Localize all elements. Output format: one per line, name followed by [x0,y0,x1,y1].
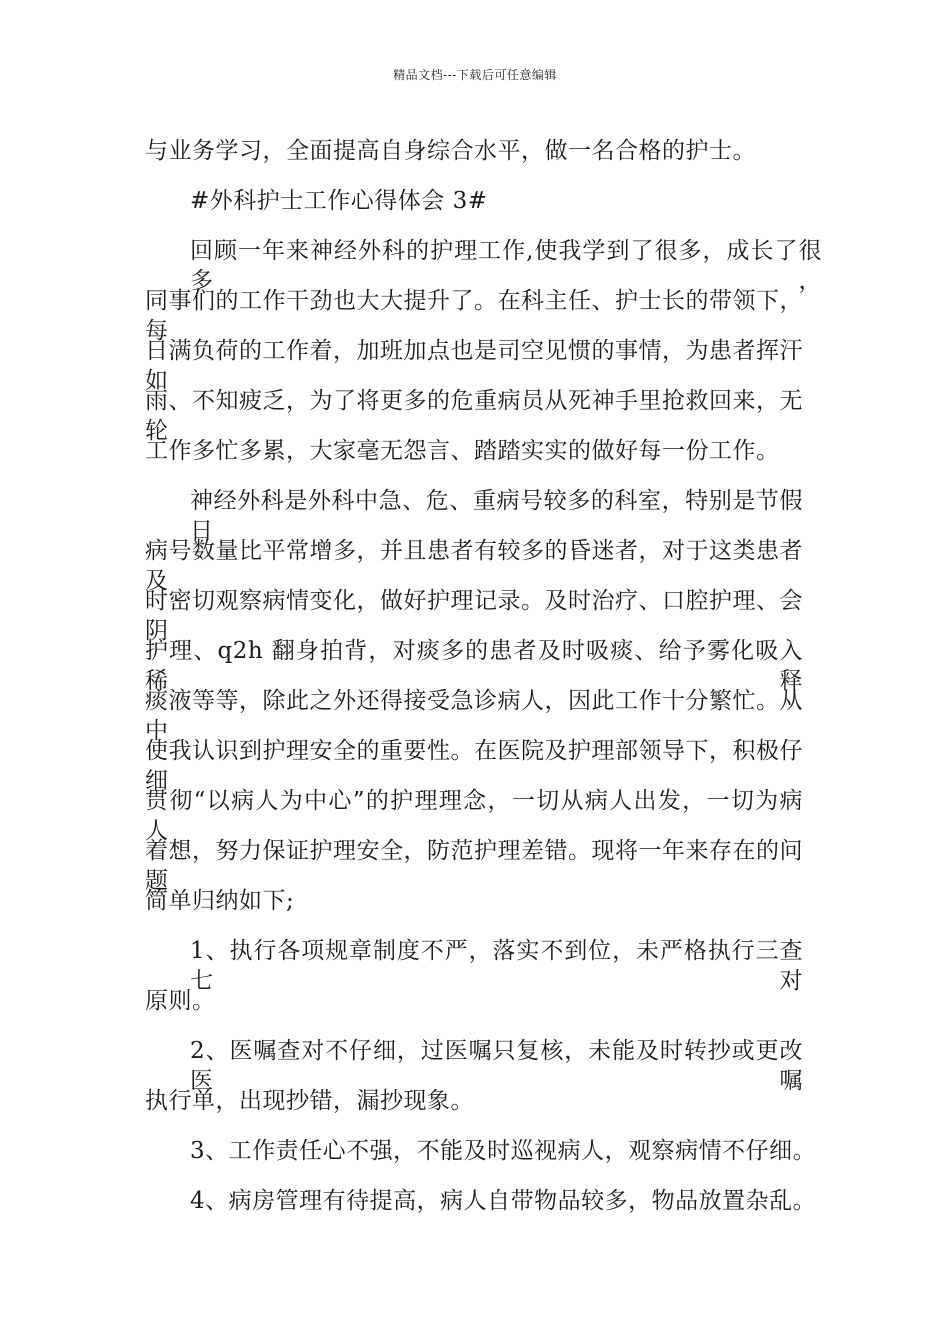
text-line: 简单归纳如下; [145,888,295,914]
page-header: 精品文档---下载后可任意编辑 [393,68,557,82]
text-line: 同事们的工作干劲也大大提升了。在科主任、护士长的带领下，每 [145,288,803,344]
list-item: 4、病房管理有待提高，病人自带物品较多，物品放置杂乱。 [190,1188,817,1214]
text-line: 与业务学习，全面提高自身综合水平，做一名合格的护士。 [145,138,756,164]
text-line: 贯彻“以病人为中心”的护理理念，一切从病人出发，一切为病人 [145,788,803,844]
text-line: 着想，努力保证护理安全，防范护理差错。现将一年来存在的问题 [145,838,803,894]
text-line: 原则。 [145,988,216,1014]
text-line: 痰液等等，除此之外还得接受急诊病人，因此工作十分繁忙。从中 [145,688,803,744]
text-line: 工作多忙多累，大家毫无怨言、踏踏实实的做好每一份工作。 [145,438,780,464]
list-item: 2、医嘱查对不仔细，过医嘱只复核，未能及时转抄或更改医嘱 [190,1038,803,1094]
text-line: 执行单，出现抄错，漏抄现象。 [145,1088,474,1114]
text-line: 回顾一年来神经外科的护理工作,使我学到了很多，成长了很多， [190,238,822,294]
text-line: 病号数量比平常增多，并且患者有较多的昏迷者，对于这类患者及 [145,538,803,594]
text-line: 神经外科是外科中急、危、重病号较多的科室，特别是节假日 [190,488,803,544]
list-item: 1、执行各项规章制度不严，落实不到位，未严格执行三查七对 [190,938,803,994]
list-item: 3、工作责任心不强，不能及时巡视病人，观察病情不仔细。 [190,1138,817,1164]
text-line: 日满负荷的工作着，加班加点也是司空见惯的事情，为患者挥汗如 [145,338,803,394]
text-line: 雨、不知疲乏，为了将更多的危重病员从死神手里抢救回来，无轮 [145,388,803,444]
text-line: 护理、q2h 翻身拍背，对痰多的患者及时吸痰、给予雾化吸入稀释 [145,638,803,694]
section-heading: #外科护士工作心得体会 3# [190,188,488,214]
text-line: 使我认识到护理安全的重要性。在医院及护理部领导下，积极仔细 [145,738,803,794]
text-line: 时密切观察病情变化，做好护理记录。及时治疗、口腔护理、会阴 [145,588,803,644]
